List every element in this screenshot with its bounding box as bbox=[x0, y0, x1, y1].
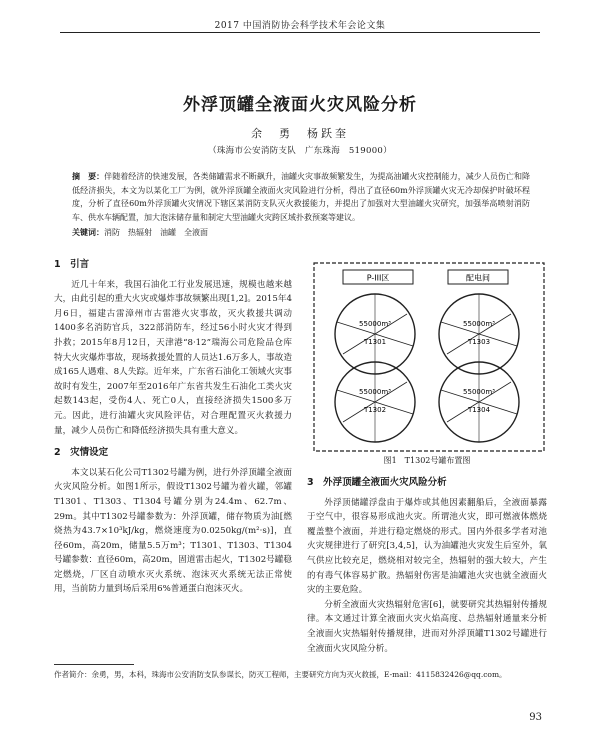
abstract-text: 伴随着经济的快速发展，各类储罐需求不断飙升，油罐火灾事故频繁发生，为提高油罐火灾控制能力，减少人员伤亡和降低经济损失，本文为以某化工厂为例，就外浮顶罐全液面火灾风险进行分析，得出了直径60m外浮顶罐火灾无冷却保护时破坏程度，分析了直径60m外浮顶罐火灾情况下辖区某消防支队灭火救援能力，并提出了加强对大型油罐火灾研究，加强举高喷射消防车、供水车辆配置，加大泡沫储存量和制定大型油罐火灾跨区域扑救预案等建议。 bbox=[72, 172, 531, 222]
svg-text:T1304: T1304 bbox=[467, 406, 491, 414]
section-3-heading: 3 外浮顶罐全液面火灾风险分析 bbox=[307, 477, 447, 488]
svg-text:55000m³: 55000m³ bbox=[463, 388, 495, 396]
keywords-label: 关键词： bbox=[72, 228, 104, 237]
section-2-paragraph: 本文以某石化公司T1302号罐为例，进行外浮顶罐全液面火灾风险分析。如图1所示，假设T1302号罐为着火罐，邻罐T1301、T1303、T1304号罐分别为24.4m、62.7m、29m。其中T1302号罐参数为：外浮顶罐，储存物质为油[燃烧热为43.7×10³kJ/kg，燃烧速度为0.0250kg/(m²·s)]，直径60m，高20m，储量5.5万m³；T1301、T1303、T1304号罐参数：直径60m，高20m，固道雷击起火，T1302号罐稳定燃烧，厂区自动喷水灭火系统、泡沫灭火系统无法正常使用，当前防力量到场后采用6%普通蛋白泡沫灭火。 bbox=[54, 467, 292, 595]
section-2-heading: 2 灾情设定 bbox=[54, 447, 109, 459]
header-rule bbox=[60, 32, 540, 33]
paper-title: 外浮顶罐全液面火灾风险分析 bbox=[183, 95, 417, 115]
svg-text:55000m³: 55000m³ bbox=[359, 320, 391, 328]
section-3-paragraph-1: 外浮顶储罐浮盘由于爆炸或其他因素翻船后，全液面暴露于空气中，很容易形成池火灾。所谓池火灾，即可燃液体燃烧覆盖整个液面，并进行稳定燃烧的形式。国内外很多学者对池火灾规律进行了研究[3,4,5]，认为油罐池火灾发生后室外，氧气供应比较充足，燃烧相对较完全，热辐射的强大较大，产生的有毒气体容易扩散。热辐射伤害是油罐池火灾也就全液面火灾的主要危险。 bbox=[307, 497, 547, 596]
keywords-text: 消防 热辐射 油罐 全液面 bbox=[104, 228, 208, 237]
page-number: 93 bbox=[529, 712, 542, 723]
keywords bbox=[72, 226, 530, 239]
section-1-heading: 1 引言 bbox=[54, 259, 90, 270]
left-column bbox=[54, 258, 292, 597]
figure-1-layout bbox=[313, 262, 545, 452]
tank-layout-diagram bbox=[313, 262, 545, 452]
right-column bbox=[307, 476, 547, 656]
abstract-label: 摘 要： bbox=[72, 172, 105, 181]
running-head: 2017 中国消防协会科学技术年会论文集 bbox=[214, 21, 386, 31]
footnote-rule bbox=[54, 664, 134, 665]
affiliation: （珠海市公安消防支队 广东珠海 519000） bbox=[208, 146, 392, 156]
svg-text:55000m³: 55000m³ bbox=[359, 388, 391, 396]
author-footnote: 作者简介：余勇，男，本科，珠海市公安消防支队参谋长，防灭工程师，主要研究方向为灭火救援，E-mail：4115832426@qq.com。 bbox=[54, 670, 507, 679]
svg-text:T1302: T1302 bbox=[363, 406, 387, 414]
svg-text:55000m³: 55000m³ bbox=[463, 320, 495, 328]
figure-1-caption: 图1 T1302号罐布置图 bbox=[383, 456, 471, 465]
svg-text:T1301: T1301 bbox=[363, 338, 387, 346]
area-label-right: 配电间 bbox=[466, 273, 490, 283]
authors: 余 勇 杨跃奎 bbox=[251, 127, 349, 140]
abstract bbox=[72, 170, 530, 224]
section-3-paragraph-2: 分析全液面火灾热辐射危害[6]，就要研究其热辐射传播规律。本文通过计算全液面火灾火焰高度、总热辐射通量来分析全液面火灾热辐射传播规律，进而对外浮顶罐T1302号罐进行全液面火灾风险分析。 bbox=[307, 599, 547, 654]
svg-text:T1303: T1303 bbox=[467, 338, 491, 346]
area-label-left: P-III区 bbox=[366, 273, 390, 283]
section-1-paragraph: 近几十年来，我国石油化工行业发展迅速，规模也越来越大，由此引起的重大火灾或爆炸事故频繁出现[1,2]。2015年4月6日，福建古雷漳州市古雷港火灾事故，灭火救援共调动1400多名消防官兵，322部消防车，经过56小时火灾才得到扑救；2015年8月12日，天津港“8·12”瑞海公司危险品仓库特大火灾爆炸事故，现场救援处置的人员达1.6万多人，事故造成165人遇难、8人失踪。近年来，广东省石油化工领域火灾事故时有发生，2007年至2016年广东省共发生石油化工类火灾起数143起，受伤4人、死亡0人，直接经济损失1500多万元。因此，进行油罐火灾风险评估，对合理配置灭火救援力量，减少人员伤亡和降低经济损失具有重大意义。 bbox=[54, 279, 292, 436]
